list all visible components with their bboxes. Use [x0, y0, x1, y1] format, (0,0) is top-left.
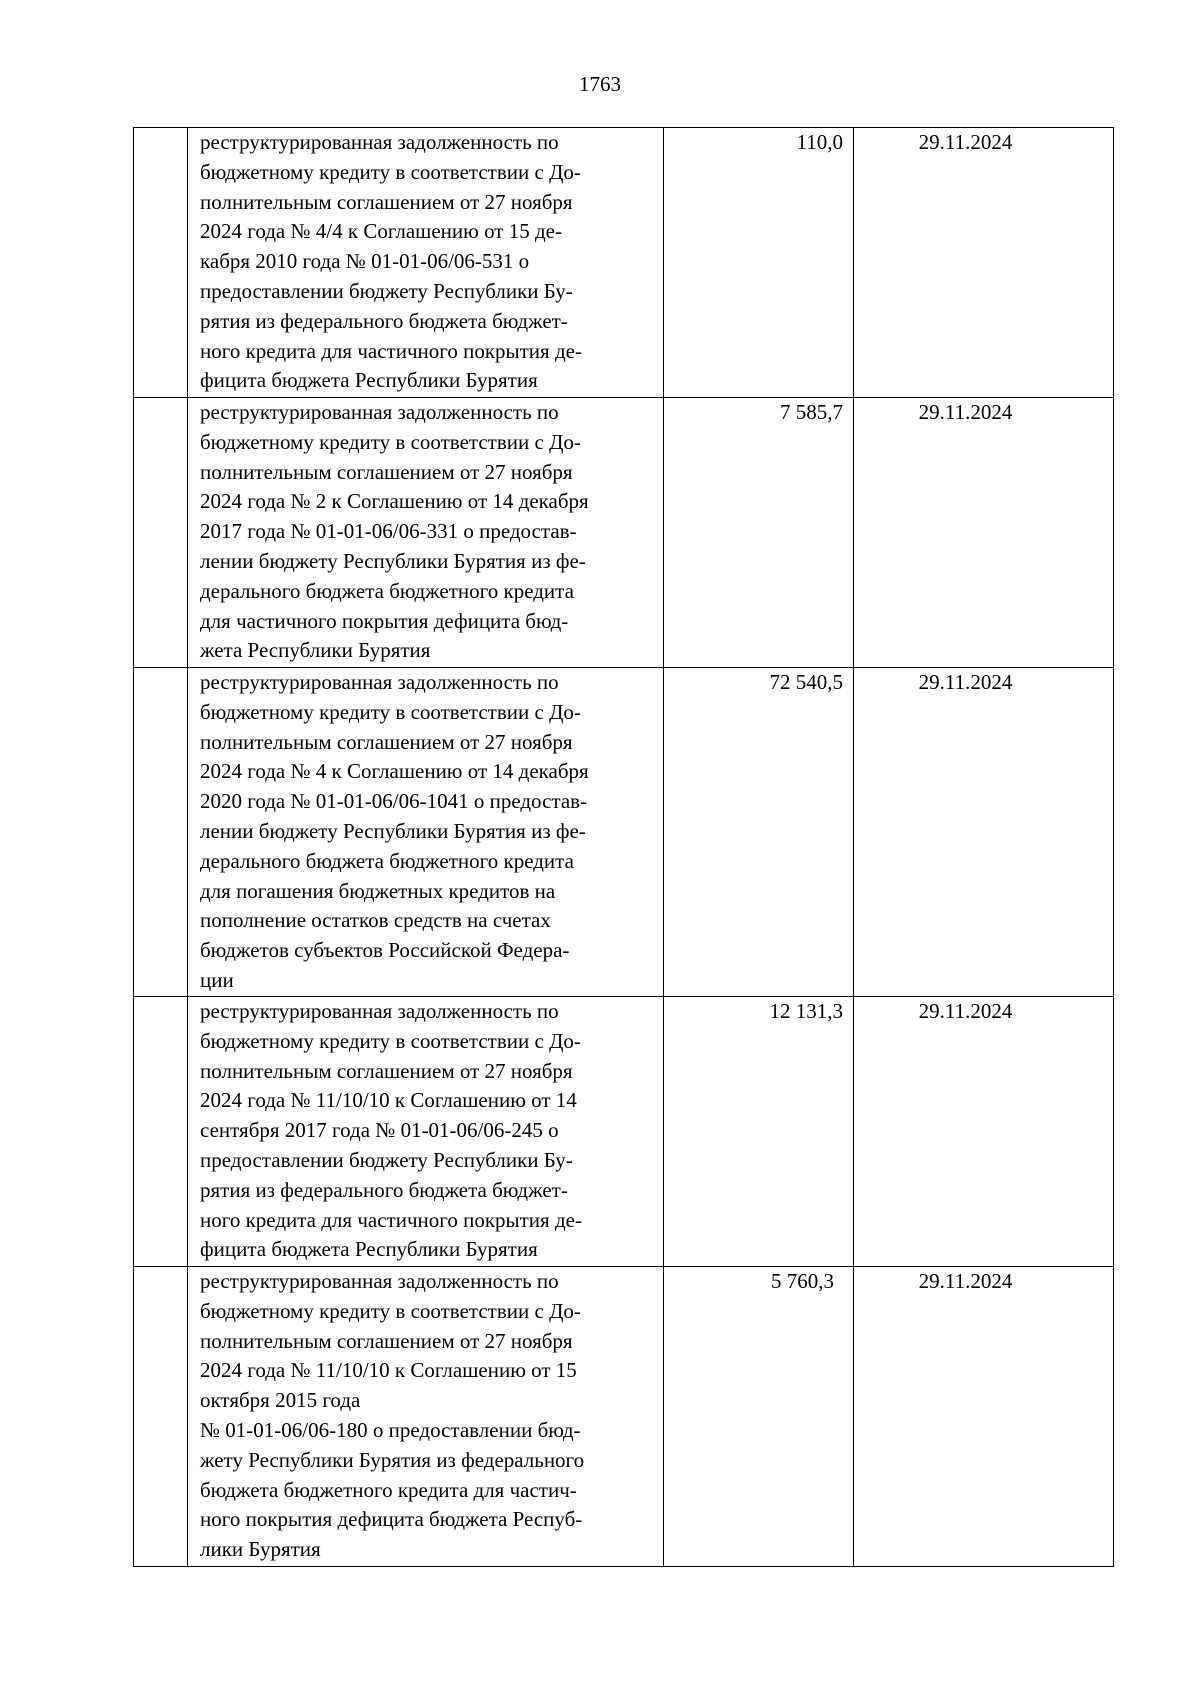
description-cell	[188, 1267, 664, 1567]
row-date: 29.11.2024	[918, 400, 1013, 424]
amount-cell	[664, 128, 854, 398]
row-number-cell	[134, 668, 188, 997]
row-description: реструктурированная задолженность по бюджетному кредиту в соответствии с До- полнительным соглашением от 27 ноября 2024 года № 4/4 к Соглашению от 15 де- кабря 2010 года № 01-01-06/06-531 о предоставлении бюджету Республики Бу- рятия из федерального бюджета бюджет- ного кредита для частичного покрытия де- фицита бюджета Республики Бурятия	[200, 130, 582, 393]
row-number-cell	[134, 997, 188, 1267]
description-cell	[188, 668, 664, 997]
description-cell	[188, 128, 664, 398]
table-row	[134, 128, 1114, 398]
row-amount: 110,0	[796, 130, 843, 154]
row-description: реструктурированная задолженность по бюджетному кредиту в соответствии с До- полнительным соглашением от 27 ноября 2024 года № 4 к Соглашению от 14 декабря 2020 года № 01-01-06/06-1041 о предостав- лении бюджету Республики Бурятия из фе- дерального бюджета бюджетного кредита для погашения бюджетных кредитов на пополнение остатков средств на счетах бюджетов субъектов Российской Федера- ции	[200, 670, 589, 992]
table-row	[134, 668, 1114, 997]
table-row	[134, 997, 1114, 1267]
row-amount: 7 585,7	[780, 400, 843, 424]
row-date: 29.11.2024	[918, 1269, 1013, 1293]
row-date: 29.11.2024	[918, 670, 1013, 694]
row-date: 29.11.2024	[918, 130, 1013, 154]
amount-cell	[664, 1267, 854, 1567]
date-cell	[854, 128, 1114, 398]
date-cell	[854, 398, 1114, 668]
description-cell	[188, 398, 664, 668]
date-cell	[854, 997, 1114, 1267]
row-number-cell	[134, 398, 188, 668]
row-amount: 12 131,3	[769, 999, 843, 1023]
amount-cell	[664, 997, 854, 1267]
page-number: 1763	[579, 72, 621, 96]
row-number-cell	[134, 1267, 188, 1567]
row-date: 29.11.2024	[918, 999, 1013, 1023]
row-description: реструктурированная задолженность по бюджетному кредиту в соответствии с До- полнительным соглашением от 27 ноября 2024 года № 11/10/10 к Соглашению от 15 октября 2015 года № 01-01-06/06-180 о предоставлении бюд- жету Республики Бурятия из федерального бюджета бюджетного кредита для частич- ного покрытия дефицита бюджета Респуб- лики Бурятия	[200, 1269, 585, 1562]
debt-table	[133, 127, 1114, 1567]
date-cell	[854, 1267, 1114, 1567]
description-cell	[188, 997, 664, 1267]
amount-cell	[664, 398, 854, 668]
row-number-cell	[134, 128, 188, 398]
row-amount: 72 540,5	[769, 670, 843, 694]
date-cell	[854, 668, 1114, 997]
table-row	[134, 1267, 1114, 1567]
row-description: реструктурированная задолженность по бюджетному кредиту в соответствии с До- полнительным соглашением от 27 ноября 2024 года № 2 к Соглашению от 14 декабря 2017 года № 01-01-06/06-331 о предостав- лении бюджету Республики Бурятия из фе- дерального бюджета бюджетного кредита для частичного покрытия дефицита бюд- жета Республики Бурятия	[200, 400, 589, 663]
amount-cell	[664, 668, 854, 997]
table-row	[134, 398, 1114, 668]
row-description: реструктурированная задолженность по бюджетному кредиту в соответствии с До- полнительным соглашением от 27 ноября 2024 года № 11/10/10 к Соглашению от 14 сентября 2017 года № 01-01-06/06-245 о предоставлении бюджету Республики Бу- рятия из федерального бюджета бюджет- ного кредита для частичного покрытия де- фицита бюджета Республики Бурятия	[200, 999, 582, 1262]
row-amount: 5 760,3	[771, 1269, 834, 1293]
